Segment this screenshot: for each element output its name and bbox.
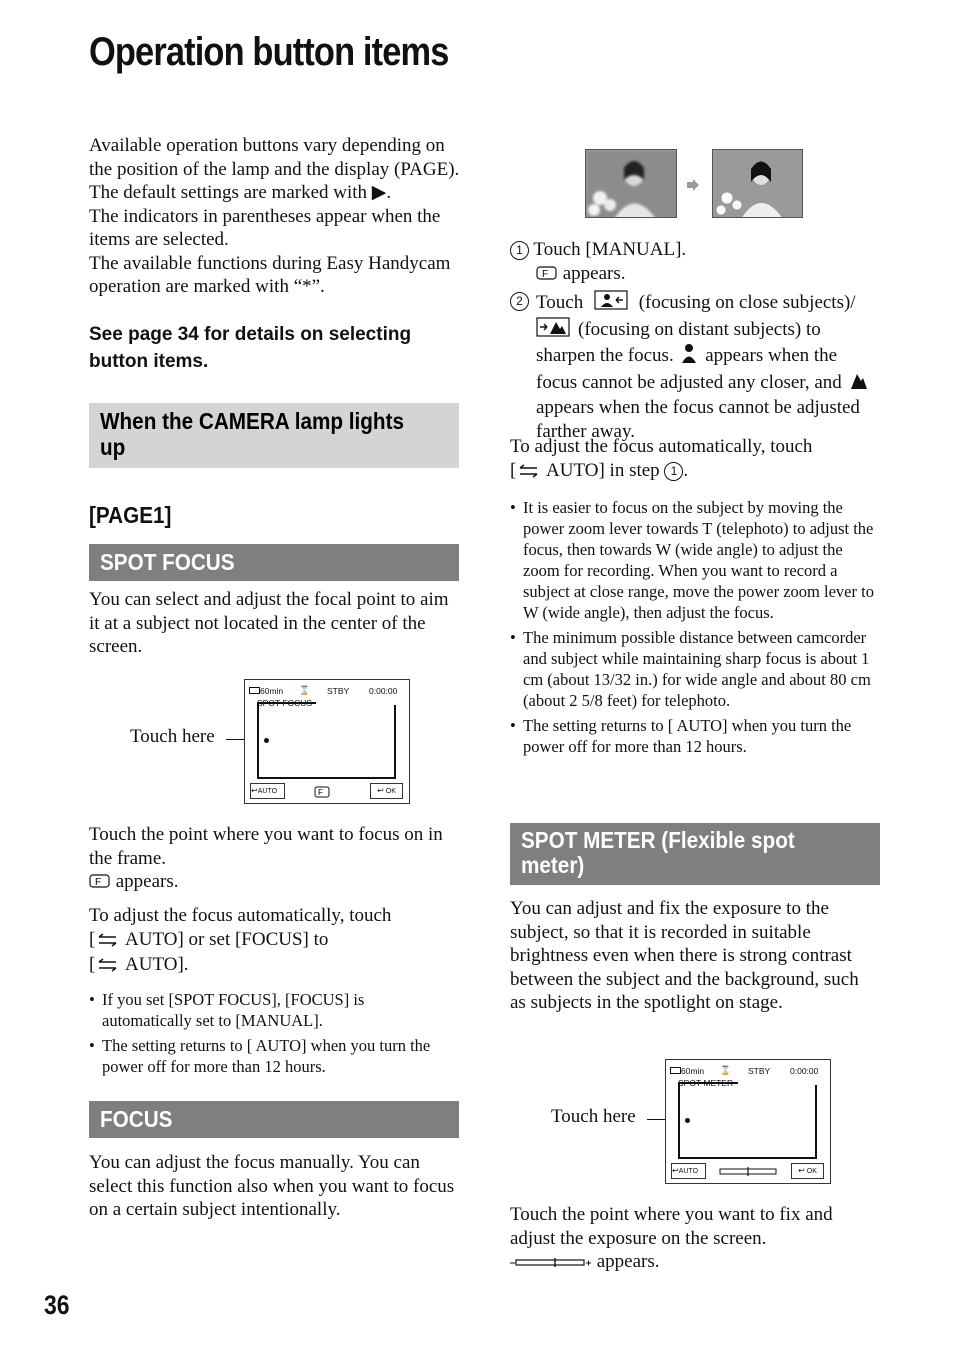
svg-text:F: F (95, 877, 102, 888)
mountain-icon (850, 370, 868, 397)
lcd-time: 0:00:00 (369, 686, 398, 696)
page-number: 36 (44, 1290, 70, 1320)
svg-text:F: F (542, 268, 549, 280)
page1-label: [PAGE1] (89, 502, 172, 528)
step-2-number: 2 (510, 292, 529, 311)
spot-meter-lcd (665, 1059, 831, 1184)
list-item: • The setting returns to [ AUTO] when you turn the power off for more than 12 hours. (89, 1035, 449, 1077)
spot-focus-lcd (244, 679, 410, 804)
blurred-photo (585, 149, 677, 218)
step-1-text: Touch [MANUAL]. (533, 239, 687, 260)
spot-focus-instruction-block (89, 823, 461, 896)
lcd-frame-gap (738, 1080, 817, 1085)
page-title: Operation button items (89, 30, 449, 74)
manual-focus-icon (536, 264, 558, 288)
lcd-frame-gap (316, 700, 396, 705)
touch-here-label: Touch here (551, 1106, 636, 1127)
spot-focus-heading-text: SPOT FOCUS (100, 549, 235, 575)
lcd-mode: SPOT FOCUS (257, 698, 313, 708)
lcd-status: STBY (327, 686, 350, 696)
lcd-time: 0:00:00 (790, 1066, 819, 1076)
hourglass-icon: ⌛ (720, 1065, 731, 1075)
list-item: • The setting returns to [ AUTO] when you turn the power off for more than 12 hours. (510, 715, 880, 757)
appears-text: appears. (115, 871, 179, 892)
focus-bullets (510, 497, 880, 761)
list-item: • If you set [SPOT FOCUS], [FOCUS] is automatically set to [MANUAL]. (89, 989, 449, 1031)
auto-text-2-line: [ AUTO] or set [FOCUS] to (89, 928, 461, 954)
appears-text: appears. (596, 1251, 660, 1272)
svg-text:F: F (318, 788, 323, 797)
spot-meter-heading (510, 823, 880, 885)
near-focus-icon (594, 290, 628, 317)
list-item: • It is easier to focus on the subject by moving the power zoom lever towards T (telephoto) to adjust the focus, then towards W (wide angle) to adjust the zoom for recording. When you want to record a subject at close range, move the power zoom lever to W (wide angle), then adjust the focus. (510, 497, 880, 623)
hourglass-icon: ⌛ (299, 685, 310, 695)
camera-lamp-heading (89, 403, 459, 468)
lcd-mode: SPOT METER (678, 1078, 734, 1088)
focus-auto-text-2-line: [ AUTO] in step 1 . (510, 459, 880, 485)
battery-icon (670, 1067, 681, 1074)
lcd-frame[interactable] (678, 1082, 817, 1159)
exposure-slider-icon[interactable] (718, 1164, 780, 1182)
intro-p2: The default settings are marked with ▶. (89, 182, 392, 203)
auto-text-1: To adjust the focus automatically, touch (89, 905, 392, 926)
spot-focus-heading (89, 544, 459, 581)
spot-focus-appears-line (89, 870, 461, 896)
focus-heading (89, 1101, 459, 1138)
lcd-ok-button[interactable]: ↩ OK (370, 783, 403, 799)
intro-p4: The available functions during Easy Handycam operation are marked with “*”. (89, 252, 451, 297)
focus-auto-block (510, 435, 880, 484)
list-item: • The minimum possible distance between camcorder and subject while maintaining sharp focus is about 1 cm (about 13/32 in.) for wide angle and about 80 cm (about 2 5/8 feet) for telephoto. (510, 627, 880, 711)
touch-here-label: Touch here (130, 726, 215, 747)
manual-focus-icon (314, 785, 330, 803)
step-1-appears: F appears. (510, 262, 880, 288)
battery-icon (249, 687, 260, 694)
step-1-number: 1 (510, 241, 529, 260)
lcd-battery: 60min (670, 1066, 704, 1076)
far-focus-icon (536, 317, 570, 344)
step-1 (510, 238, 880, 262)
spot-focus-bullets (89, 989, 449, 1081)
lcd-auto-button[interactable]: ↩AUTO (250, 783, 285, 799)
touch-point (264, 738, 269, 743)
arrow-right-icon (686, 178, 700, 197)
spot-meter-instruction-block (510, 1203, 880, 1276)
step-2: 2 Touch (focusing on close subjects)/ (focusing on distant subjects) to sharpen the focus. appears when the focus cannot be adjusted any closer, and appears when the focus cannot be adjusted farther away. (510, 290, 880, 443)
intro-p3: The indicators in parentheses appear when the items are selected. (89, 205, 441, 250)
person-icon (681, 343, 697, 370)
auto-return-icon (95, 955, 121, 979)
lcd-status: STBY (748, 1066, 771, 1076)
lcd-auto-button[interactable]: ↩AUTO (671, 1163, 706, 1179)
intro-p1: Available operation buttons vary depending on the position of the lamp and the display (PAGE). (89, 135, 460, 180)
touch-point (685, 1118, 690, 1123)
focus-auto-text-1: To adjust the focus automatically, touch (510, 436, 813, 457)
auto-return-icon (95, 930, 121, 954)
lcd-frame[interactable] (257, 702, 396, 779)
auto-return-icon (516, 461, 542, 485)
spot-focus-auto-block (89, 904, 461, 979)
lcd-ok-button[interactable]: ↩ OK (791, 1163, 824, 1179)
step-ref-number: 1 (664, 462, 683, 481)
focus-heading-text: FOCUS (100, 1106, 173, 1132)
spot-meter-appears-line (510, 1250, 880, 1276)
spot-focus-desc: You can select and adjust the focal point to aim it at a subject not located in the center of the screen. (89, 589, 449, 657)
spot-meter-instruction: Touch the point where you want to fix and adjust the exposure on the screen. (510, 1204, 833, 1249)
exposure-slider-icon (510, 1252, 592, 1276)
lcd-battery: 60min (249, 686, 283, 696)
auto-text-3-line: [ AUTO]. (89, 953, 461, 979)
spot-focus-instruction: Touch the point where you want to focus on in the frame. (89, 824, 443, 869)
camera-lamp-heading-text: When the CAMERA lamp lights up (100, 408, 404, 460)
see-page-note: See page 34 for details on selecting button items. (89, 324, 412, 372)
spot-meter-heading-text: SPOT METER (Flexible spot meter) (521, 827, 795, 878)
focus-desc: You can adjust the focus manually. You can select this function also when you want to focus on a certain subject intentionally. (89, 1152, 455, 1220)
spot-meter-desc: You can adjust and fix the exposure to the subject, so that it is recorded in suitable brightness even when there is strong contrast between the subject and the background, such as subjects in the spotlight on stage. (510, 898, 859, 1013)
sharp-photo (712, 149, 803, 218)
intro-block (89, 134, 461, 299)
focus-steps (510, 238, 880, 443)
manual-focus-icon (89, 872, 111, 896)
